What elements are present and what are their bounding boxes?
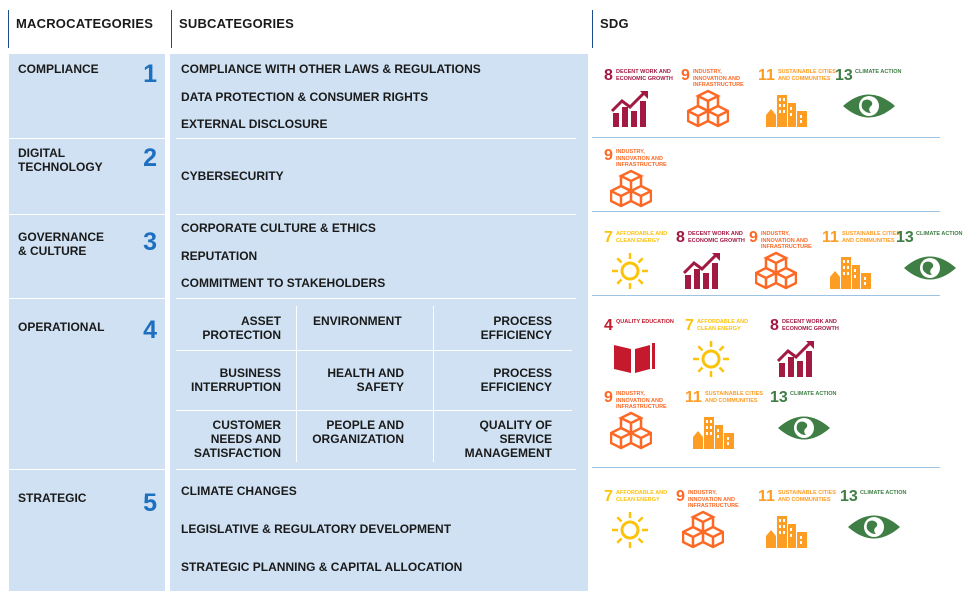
sdg-9-badge <box>604 147 668 213</box>
sdg-number: 11 <box>758 488 775 505</box>
sdg-title: DECENT WORK AND ECONOMIC GROWTH <box>688 231 745 244</box>
sdg-title: AFFORDABLE AND CLEAN ENERGY <box>616 231 668 244</box>
header-sdg <box>592 10 692 48</box>
sdg-number: 9 <box>749 229 758 246</box>
macro-strategic <box>9 469 165 591</box>
sdg-9-badge <box>604 389 668 455</box>
sdg-8-badge <box>676 229 745 295</box>
header-divider <box>592 10 593 48</box>
header-divider <box>171 10 172 48</box>
macro-number: 3 <box>143 228 157 256</box>
grid-cell: ENVIRONMENT <box>313 314 402 328</box>
grid-cell: HEALTH AND SAFETY <box>327 366 404 394</box>
sdg-title: CLIMATE ACTION <box>855 69 902 75</box>
sdg-title: INDUSTRY, INNOVATION AND INFRASTRUCTURE <box>693 69 744 88</box>
grid-cell: PEOPLE AND ORGANIZATION <box>312 418 404 446</box>
sdg-number: 9 <box>604 147 613 164</box>
sdg-title: INDUSTRY, INNOVATION AND INFRASTRUCTURE <box>616 391 667 410</box>
sdg-divider <box>592 137 940 138</box>
sdg-8-badge <box>604 67 673 133</box>
header-macrocategories <box>8 10 168 48</box>
subcategory: CORPORATE CULTURE & ETHICS <box>181 221 376 235</box>
sdg-title: DECENT WORK AND ECONOMIC GROWTH <box>782 319 839 332</box>
grid-cell: ASSET PROTECTION <box>202 314 281 342</box>
macro-name: DIGITAL TECHNOLOGY <box>18 146 103 174</box>
sdg-11-badge <box>685 389 763 455</box>
sdg-9-badge <box>749 229 813 295</box>
sdg-7-badge <box>604 488 668 554</box>
grid-divider <box>433 306 434 462</box>
sdg-title: QUALITY EDUCATION <box>616 319 674 325</box>
header-sub-label: SUBCATEGORIES <box>179 16 295 31</box>
sdg-title: SUSTAINABLE CITIES AND COMMUNITIES <box>778 69 836 82</box>
sdg-11-badge <box>822 229 900 295</box>
sdg-9-badge <box>681 67 745 133</box>
sdg-title: SUSTAINABLE CITIES AND COMMUNITIES <box>778 490 836 503</box>
subcategory: CLIMATE CHANGES <box>181 484 297 498</box>
sdg-13-badge <box>840 488 907 554</box>
subcategory: CYBERSECURITY <box>181 169 284 183</box>
sdg-title: SUSTAINABLE CITIES AND COMMUNITIES <box>705 391 763 404</box>
sdg-number: 13 <box>896 229 914 246</box>
macro-name: COMPLIANCE <box>18 62 99 76</box>
macro-number: 2 <box>143 144 157 172</box>
subcategory: DATA PROTECTION & CONSUMER RIGHTS <box>181 90 429 104</box>
sdg-13-badge <box>770 389 837 455</box>
macro-compliance <box>9 54 165 138</box>
row-divider <box>176 298 576 299</box>
row-divider <box>176 214 576 215</box>
row-divider <box>176 469 576 470</box>
sdg-7-badge <box>685 317 749 383</box>
sdg-13-badge <box>896 229 963 295</box>
row-divider <box>176 138 576 139</box>
macro-governance-culture <box>9 214 165 298</box>
sdg-11-badge <box>758 67 836 133</box>
sdg-number: 9 <box>676 488 685 505</box>
sdg-title: AFFORDABLE AND CLEAN ENERGY <box>697 319 749 332</box>
sdg-number: 7 <box>604 488 613 505</box>
sdg-9-badge <box>676 488 740 554</box>
sdg-title: INDUSTRY, INNOVATION AND INFRASTRUCTURE <box>761 231 812 250</box>
grid-cell: CUSTOMER NEEDS AND SATISFACTION <box>193 418 281 460</box>
header-macro-label: MACROCATEGORIES <box>16 16 154 31</box>
macro-number: 1 <box>143 60 157 88</box>
macro-name: OPERATIONAL <box>18 320 105 334</box>
sdg-number: 13 <box>835 67 853 84</box>
sdg-number: 11 <box>685 389 702 406</box>
sdg-number: 7 <box>685 317 694 334</box>
sdg-title: INDUSTRY, INNOVATION AND INFRASTRUCTURE <box>616 149 667 168</box>
macro-operational <box>9 298 165 469</box>
subcategory: EXTERNAL DISCLOSURE <box>181 117 328 131</box>
header-subcategories <box>171 10 471 48</box>
sdg-number: 11 <box>758 67 775 84</box>
grid-divider <box>176 410 572 411</box>
sdg-number: 9 <box>604 389 613 406</box>
sdg-title: CLIMATE ACTION <box>916 231 963 237</box>
sdg-title: DECENT WORK AND ECONOMIC GROWTH <box>616 69 673 82</box>
sdg-number: 4 <box>604 317 613 334</box>
macro-name: GOVERNANCE & CULTURE <box>18 230 105 258</box>
sdg-title: SUSTAINABLE CITIES AND COMMUNITIES <box>842 231 900 244</box>
sdg-title: CLIMATE ACTION <box>790 391 837 397</box>
macro-number: 5 <box>143 489 157 517</box>
sdg-number: 8 <box>770 317 779 334</box>
grid-cell: PROCESS EFFICIENCY <box>480 314 552 342</box>
macro-number: 4 <box>143 316 157 344</box>
grid-cell: PROCESS EFFICIENCY <box>480 366 552 394</box>
sdg-13-badge <box>835 67 902 133</box>
sdg-number: 11 <box>822 229 839 246</box>
sdg-divider <box>592 295 940 296</box>
sdg-4-badge <box>604 317 674 383</box>
grid-cell: BUSINESS INTERRUPTION <box>191 366 281 394</box>
grid-cell: QUALITY OF SERVICE MANAGEMENT <box>464 418 552 460</box>
macro-name: STRATEGIC <box>18 491 87 505</box>
sdg-7-badge <box>604 229 668 295</box>
header-divider <box>8 10 9 48</box>
sdg-number: 9 <box>681 67 690 84</box>
subcategory: COMPLIANCE WITH OTHER LAWS & REGULATIONS <box>181 62 481 76</box>
sdg-title: INDUSTRY, INNOVATION AND INFRASTRUCTURE <box>688 490 739 509</box>
sdg-divider <box>592 467 940 468</box>
macro-digital-technology <box>9 138 165 214</box>
grid-divider <box>176 350 572 351</box>
subcategory: LEGISLATIVE & REGULATORY DEVELOPMENT <box>181 522 452 536</box>
sdg-number: 8 <box>604 67 613 84</box>
sdg-number: 8 <box>676 229 685 246</box>
subcategory: REPUTATION <box>181 249 258 263</box>
sdg-number: 7 <box>604 229 613 246</box>
sdg-8-badge <box>770 317 839 383</box>
sdg-number: 13 <box>770 389 788 406</box>
subcategory: STRATEGIC PLANNING & CAPITAL ALLOCATION <box>181 560 463 574</box>
sdg-title: AFFORDABLE AND CLEAN ENERGY <box>616 490 668 503</box>
sdg-11-badge <box>758 488 836 554</box>
header-sdg-label: SDG <box>600 16 629 31</box>
sdg-title: CLIMATE ACTION <box>860 490 907 496</box>
sdg-number: 13 <box>840 488 858 505</box>
subcategory: COMMITMENT TO STAKEHOLDERS <box>181 276 386 290</box>
grid-divider <box>296 306 297 462</box>
